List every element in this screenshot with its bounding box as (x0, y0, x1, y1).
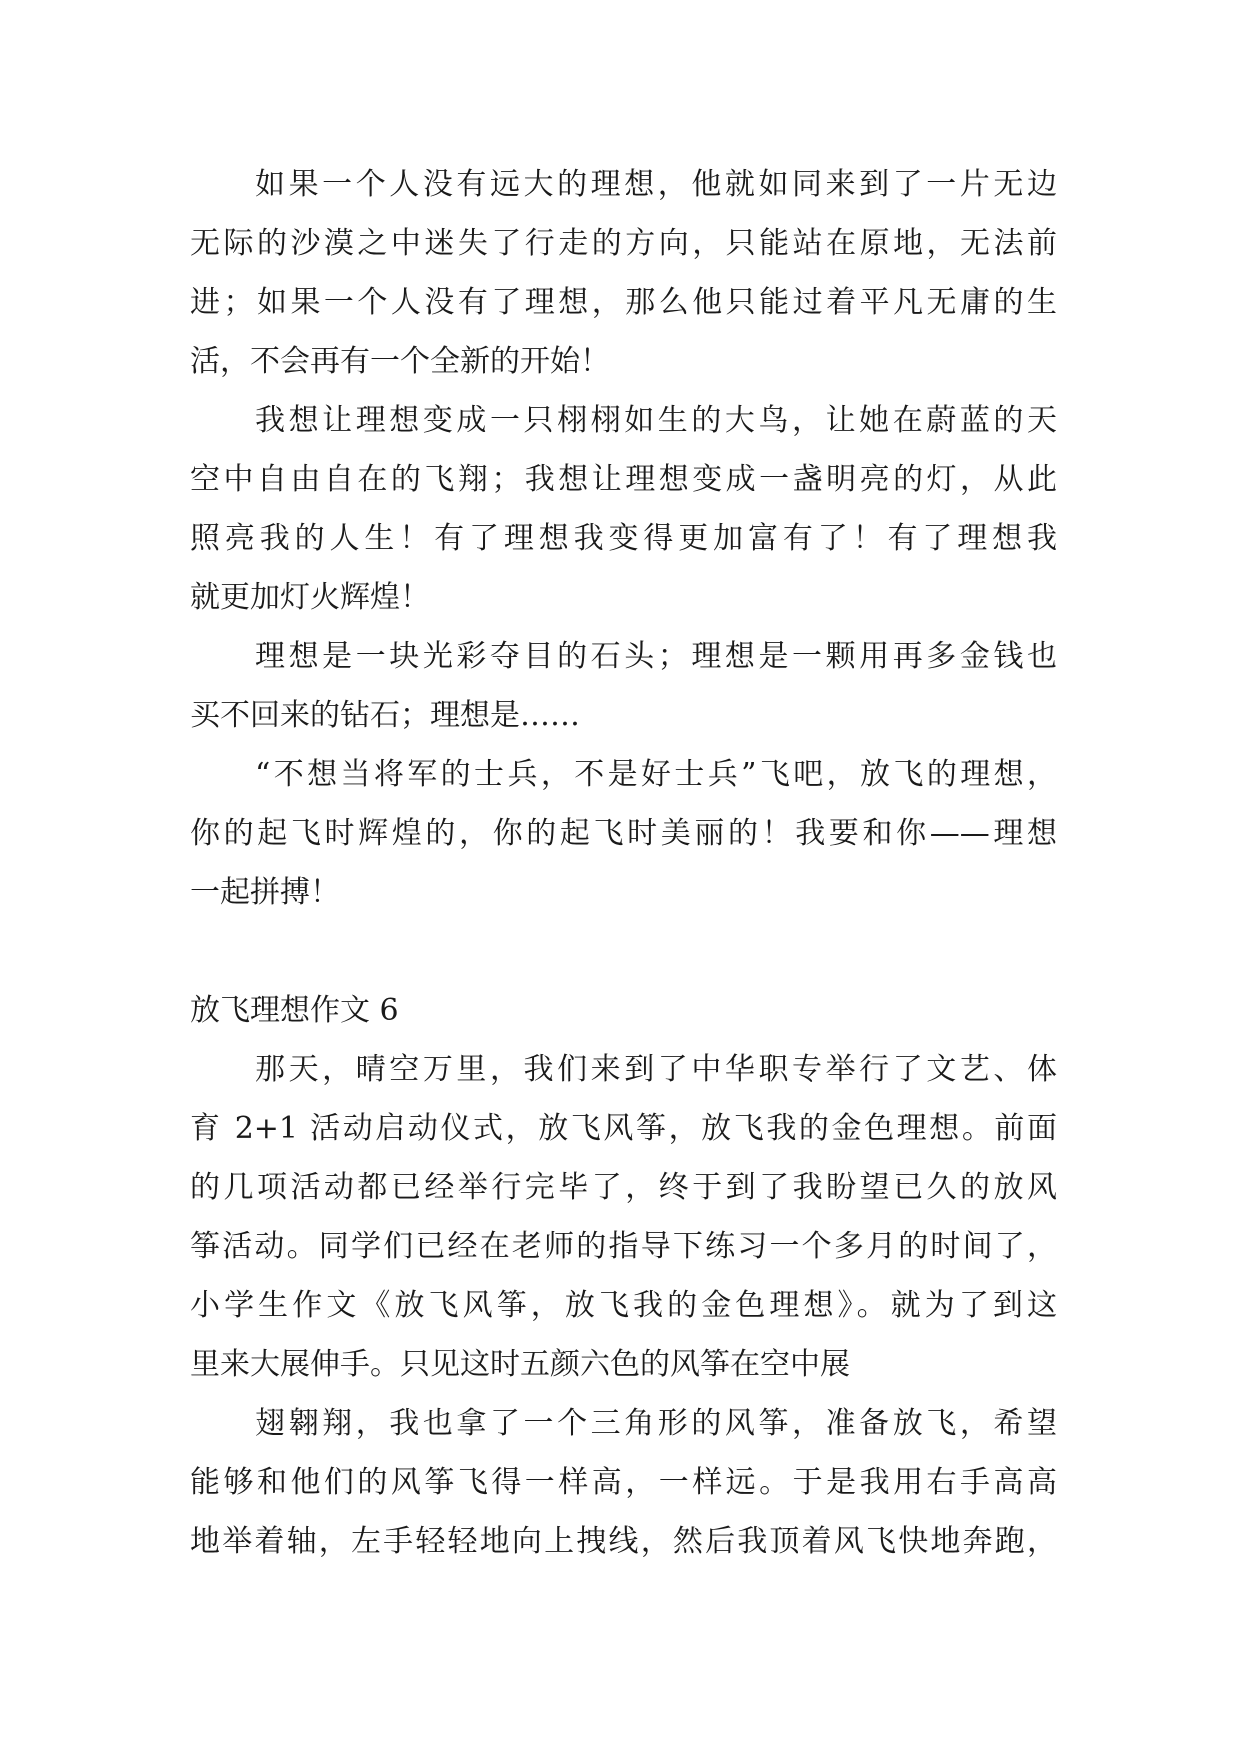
paragraph-line: 如果一个人没有远大的理想，他就如同来到了一片无边 (255, 167, 1057, 202)
paragraph-line: 一起拼搏！ (190, 875, 340, 910)
paragraph-line: 筝活动。同学们已经在老师的指导下练习一个多月的时间了， (190, 1229, 1057, 1264)
paragraph-line: 无际的沙漠之中迷失了行走的方向，只能站在原地，无法前 (190, 226, 1057, 261)
paragraph-line: “不想当将军的士兵，不是好士兵”飞吧，放飞的理想， (255, 757, 1057, 792)
paragraph-line: 翅翱翔，我也拿了一个三角形的风筝，准备放飞，希望 (255, 1406, 1057, 1441)
paragraph (190, 1040, 1057, 1394)
paragraph (190, 627, 1057, 745)
paragraph-line: 照亮我的人生！有了理想我变得更加富有了！有了理想我 (190, 521, 1057, 556)
paragraph-line: 的几项活动都已经举行完毕了，终于到了我盼望已久的放风 (190, 1170, 1057, 1205)
section-heading (190, 981, 1057, 1040)
paragraph (190, 155, 1057, 391)
paragraph-line: 就更加灯火辉煌！ (190, 580, 430, 615)
paragraph-line: 能够和他们的风筝飞得一样高，一样远。于是我用右手高高 (190, 1465, 1057, 1500)
paragraph-line: 理想是一块光彩夺目的石头；理想是一颗用再多金钱也 (255, 639, 1057, 674)
paragraph-line: 育 2+1 活动启动仪式，放飞风筝，放飞我的金色理想。前面 (190, 1111, 1057, 1146)
paragraph-line: 空中自由自在的飞翔；我想让理想变成一盏明亮的灯，从此 (190, 462, 1057, 497)
paragraph-line: 买不回来的钻石；理想是…… (190, 698, 580, 733)
paragraph-line: 那天，晴空万里，我们来到了中华职专举行了文艺、体 (255, 1052, 1057, 1087)
paragraph-line: 进；如果一个人没有了理想，那么他只能过着平凡无庸的生 (190, 285, 1057, 320)
paragraph-line: 里来大展伸手。只见这时五颜六色的风筝在空中展 (190, 1347, 850, 1382)
paragraph-line: 你的起飞时辉煌的，你的起飞时美丽的！我要和你——理想 (190, 816, 1057, 851)
paragraph-line: 地举着轴，左手轻轻地向上拽线，然后我顶着风飞快地奔跑， (190, 1524, 1057, 1559)
paragraph-line: 小学生作文《放飞风筝，放飞我的金色理想》。就为了到这 (190, 1288, 1057, 1323)
section-spacer (190, 922, 1057, 981)
paragraph (190, 391, 1057, 627)
paragraph-line: 活，不会再有一个全新的开始！ (190, 344, 610, 379)
essay-title: 放飞理想作文 6 (190, 993, 399, 1028)
essay-body (190, 155, 1057, 1571)
paragraph (190, 745, 1057, 922)
paragraph (190, 1394, 1057, 1571)
paragraph-line: 我想让理想变成一只栩栩如生的大鸟，让她在蔚蓝的天 (255, 403, 1057, 438)
